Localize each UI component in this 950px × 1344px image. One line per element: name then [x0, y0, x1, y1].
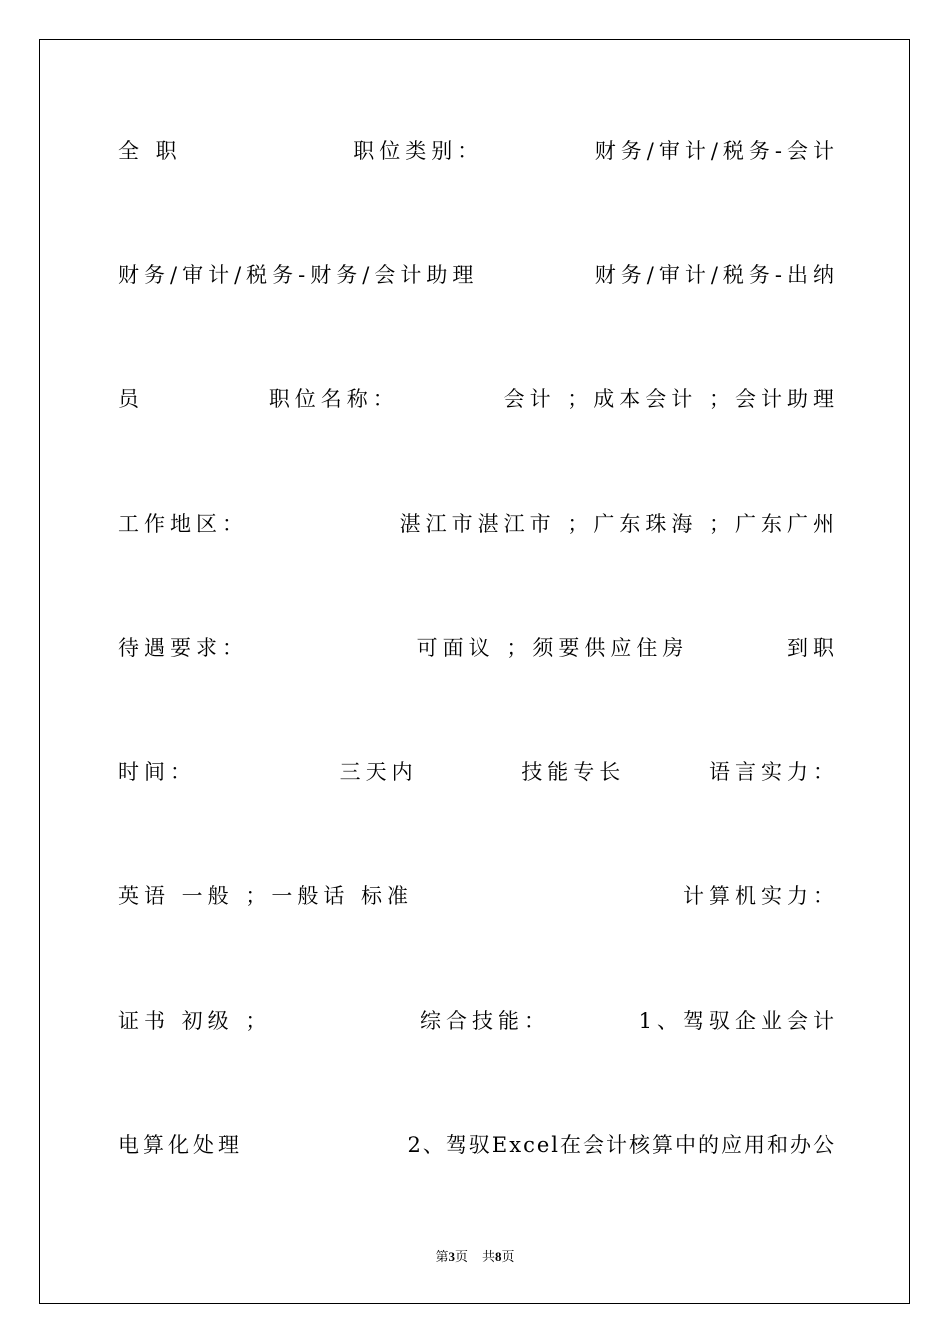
- text-segment: 时间：: [118, 760, 196, 784]
- text-segment: 财务/审计/税务-出纳: [594, 263, 839, 287]
- text-segment: 2、驾驭Excel在会计核算中的应用和办公: [407, 1133, 836, 1157]
- text-segment: 待遇要求：: [118, 636, 248, 660]
- text-line-2: [118, 258, 839, 290]
- text-line-6: [118, 755, 839, 787]
- page-unit: 页: [454, 1249, 468, 1264]
- page-prefix: 第: [435, 1249, 449, 1264]
- text-line-8: [118, 1004, 839, 1036]
- text-line-3: [118, 382, 839, 414]
- text-segment: 财务/审计/税务-财务/会计助理: [118, 263, 479, 287]
- text-line-1: [118, 134, 839, 166]
- text-line-7: [118, 879, 839, 911]
- page-current: 3: [448, 1249, 455, 1264]
- text-line-5: [118, 631, 839, 663]
- text-segment: 语言实力：: [708, 760, 839, 784]
- text-segment: 电算化处理: [118, 1133, 243, 1157]
- text-segment: 计算机实力：: [683, 884, 839, 908]
- text-segment: 证书 初级 ；: [118, 1009, 272, 1033]
- text-segment: 到职: [787, 636, 839, 660]
- text-segment: 员: [118, 387, 144, 411]
- text-line-4: [118, 507, 839, 539]
- text-segment: 三天内: [339, 760, 418, 784]
- text-segment: 财务/审计/税务-会计: [594, 139, 839, 163]
- text-segment: 职位名称：: [268, 387, 399, 411]
- text-segment: 可面议 ；须要供应住房: [416, 636, 689, 660]
- page-border: [39, 39, 910, 1304]
- text-segment: 1、驾驭企业会计: [638, 1009, 839, 1033]
- text-segment: 会计 ；成本会计 ；会计助理: [503, 387, 839, 411]
- text-segment: 工作地区：: [118, 512, 248, 536]
- total-unit: 页: [501, 1249, 515, 1264]
- page-total: 8: [495, 1249, 502, 1264]
- text-segment: 湛江市湛江市 ；广东珠海 ；广东广州: [399, 512, 839, 536]
- text-segment: 英语 一般 ；一般话 标准: [118, 884, 414, 908]
- total-prefix: 共: [482, 1249, 496, 1264]
- text-segment: 职位类别：: [353, 139, 484, 163]
- text-segment: 综合技能：: [419, 1009, 550, 1033]
- text-segment: 全 职: [118, 139, 182, 163]
- text-segment: 技能专长: [521, 760, 626, 784]
- text-line-9: [118, 1128, 834, 1160]
- page-footer: [0, 1246, 950, 1265]
